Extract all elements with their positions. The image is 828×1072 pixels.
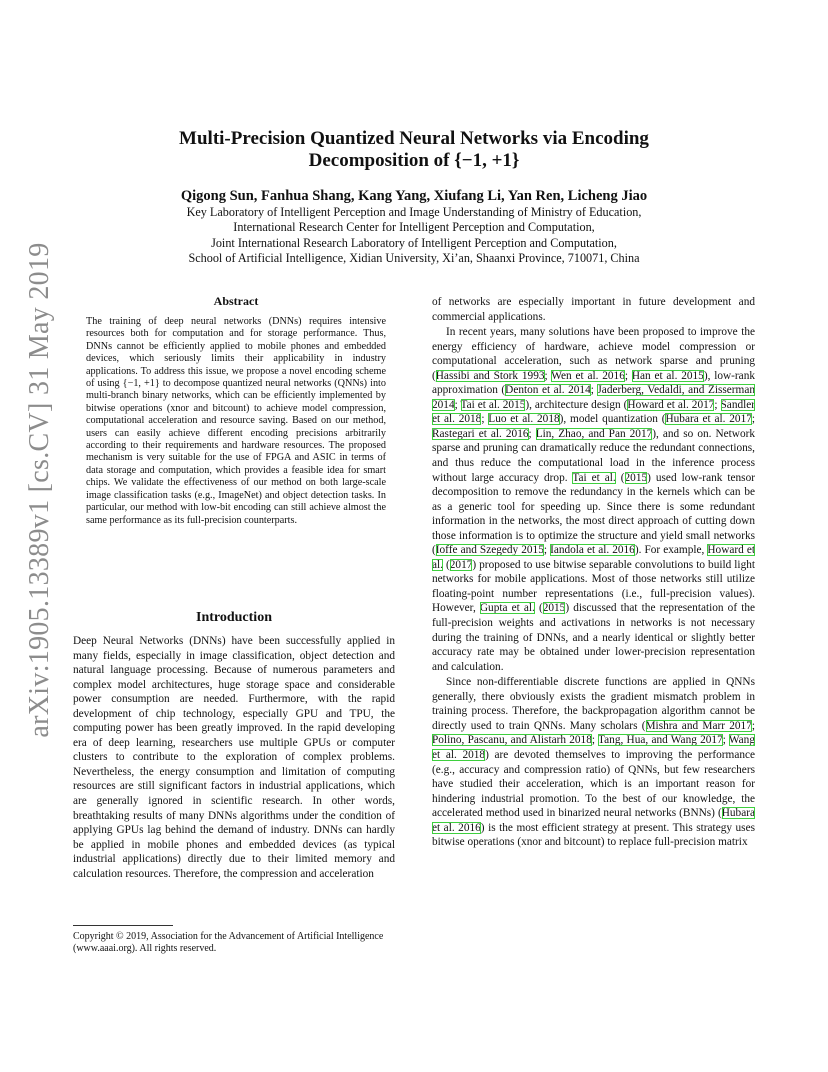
citation-link[interactable]: Polino, Pascanu, and Alistarh 2018 [432, 734, 592, 747]
abstract-body: The training of deep neural networks (DNNs) requires intensive resources both for computation and for storage performance. Thus, DNNs cannot be efficiently applied to mobile phones and embedded devices, which seriously limits their applicability in industry applications. To address this issue, we propose a novel encoding scheme of using {−1, +1} to decompose quantized neural networks (QNNs) into multi-branch binary networks, which can be efficiently implemented by bitwise operations (xnor and bitcount) to achieve model compression, computational acceleration and resource saving. Based on our method, users can easily achieve different encoding precisions arbitrarily according to their requirements and hardware resources. The proposed mechanism is very suitable for the use of FPGA and ASIC in terms of data storage and computation, which provides a feasible idea for smart chips. We validate the effectiveness of our method on both large-scale image classification tasks (e.g., ImageNet) and object detection tasks. In particular, our method with low-bit encoding can still achieve almost the same performance as its full-precision counterparts. [86, 316, 386, 526]
citation-link[interactable]: Denton et al. 2014 [505, 384, 591, 397]
citation-link[interactable]: Tai et al. [572, 471, 616, 484]
citation-link[interactable]: 2015 [624, 471, 648, 484]
citation-link[interactable]: Tai et al. 2015 [460, 398, 526, 411]
affiliations [0, 205, 828, 267]
citation-link[interactable]: Jaderberg, Vedaldi, and Zisserman 2014 [432, 384, 756, 411]
affiliation-line: International Research Center for Intelligent Perception and Computation, [233, 220, 595, 235]
citation-link[interactable]: Howard et al. [432, 544, 755, 571]
citation-link[interactable]: Wang et al. 2018 [432, 734, 755, 761]
citation-link[interactable]: Han et al. 2015 [631, 369, 704, 382]
citation-link[interactable]: Luo et al. 2018 [488, 413, 560, 426]
paper-title [0, 128, 828, 172]
introduction-heading: Introduction [196, 610, 272, 625]
affiliation-line: Joint International Research Laboratory of Intelligent Perception and Computation, [211, 235, 617, 250]
citation-link[interactable]: Rastegari et al. 2016 [432, 427, 529, 440]
abstract-section [86, 294, 386, 527]
citation-link[interactable]: Lin, Zhao, and Pan 2017 [535, 427, 653, 440]
citation-link[interactable]: Hubara et al. 2017 [665, 413, 752, 426]
right-paragraph-2: In recent years, many solutions have been proposed to improve the energy efficiency of hardware, achieve model compression or computational acceleration, such as network sparse and pruning (Hassibi and Stork 1993; Wen et al. 2016; Han et al. 2015), low-rank approximation (Denton et al. 2014; Jaderberg, Vedaldi, and Zisserman 2014; Tai et al. 2015), architecture design (Howard et al. 2017; Sandler et al. 2018; Luo et al. 2018), model quantization (Hubara et al. 2017; Rastegari et al. 2016; Lin, Zhao, and Pan 2017), and so on. Network sparse and pruning can dramatically reduce the redundant connections, and thus reduce the computational load in the inference process without large accuracy drop. Tai et al. (2015) used low-rank tensor decomposition to remove the redundancy in the kernels which can be as a generic tool for speeding up. Since there is some redundant information in the networks, the most direct approach of cutting down those information is to optimize the structure and yield small networks (Ioffe and Szegedy 2015; Iandola et al. 2016). For example, Howard et al. (2017) proposed to use bitwise separable convolutions to build light networks for mobile applications. Most of those networks still utilize floating-point number representations (i.e., full-precision values). However, Gupta et al. (2015) discussed that the representation of the full-precision weights and activations in networks is not necessary during the training of DNNs, and a nearly identical or slightly better accuracy rate may be obtained under lower-precision representation and calculation. [432, 326, 756, 673]
right-column [432, 295, 755, 850]
copyright-text: Copyright © 2019, Association for the Advancement of Artificial Intelligence (www.aaai.org). All rights reserved. [73, 931, 384, 955]
right-paragraph-3: Since non-differentiable discrete functions are applied in QNNs generally, there obviously exists the gradient mismatch problem in training process. Therefore, the backpropagation algorithm cannot be directly used to train QNNs. Many scholars (Mishra and Marr 2017; Polino, Pascanu, and Alistarh 2018; Tang, Hua, and Wang 2017; Wang et al. 2018) are devoted themselves to improving the performance (e.g., accuracy and compression ratio) of QNNs, but few researchers have studied their acceleration, which is an important reason for hindering industrial promotion. To the best of our knowledge, the accelerated method used in binarized neural networks (BNNs) (Hubara et al. 2016) is the most efficient strategy at present. This strategy uses bitwise operations (xnor and bitcount) to replace full-precision matrix [432, 676, 756, 849]
introduction-section [73, 610, 395, 881]
arxiv-identifier-stamp: arXiv:1905.13389v1 [cs.CV] 31 May 2019 [24, 242, 55, 738]
copyright-footnote [73, 925, 395, 956]
author-list: Qigong Sun, Fanhua Shang, Kang Yang, Xiufang Li, Yan Ren, Licheng Jiao [180, 188, 648, 204]
title-line-1: Multi-Precision Quantized Neural Networks via Encoding [179, 128, 649, 149]
citation-link[interactable]: Hubara et al. 2016 [432, 807, 755, 834]
affiliation-line: Key Laboratory of Intelligent Perception and Image Understanding of Ministry of Education, [186, 205, 642, 219]
right-paragraph-1: of networks are especially important in future development and commercial applications. [432, 296, 755, 323]
footnote-rule [73, 925, 173, 926]
affiliation-line: School of Artificial Intelligence, Xidian University, Xi’an, Shaanxi Province, 710071, China [188, 251, 640, 266]
title-line-2: Decomposition of {−1, +1} [308, 150, 520, 171]
citation-link[interactable]: Tang, Hua, and Wang 2017 [598, 734, 723, 747]
citation-link[interactable]: Iandola et al. 2016 [550, 544, 635, 557]
citation-link[interactable]: Gupta et al. [479, 602, 535, 615]
citation-link[interactable]: Hassibi and Stork 1993 [435, 369, 545, 382]
introduction-paragraph: Deep Neural Networks (DNNs) have been successfully applied in many fields, especially in image classification, object detection and natural language processing. Because of numerous parameters and complex model architectures, huge storage space and considerable power consumption are needed. Furthermore, with the rapid development of chip technology, especially GPU and TPU, the computing power has been greatly improved. In the rapid developing era of deep learning, researchers use multiple GPUs or computer clusters to contribute to the exploration of complex problems. Nevertheless, the energy consumption and limitation of computing resources are still significant factors in industrial applications, which are generally ignored in scientific research. In other words, breathtaking results of many DNNs algorithms under the condition of applying GPUs lag behind the demand of industry. DNNs can hardly be applied in mobile phones and embedded devices (as typical industrial applications) directly due to their limited memory and calculation resources. Therefore, the compression and acceleration [73, 635, 395, 880]
citation-link[interactable]: 2015 [542, 602, 566, 615]
citation-link[interactable]: 2017 [449, 558, 473, 571]
citation-link[interactable]: Ioffe and Szegedy 2015 [435, 544, 544, 557]
citation-link[interactable]: Mishra and Marr 2017 [645, 719, 752, 732]
abstract-heading: Abstract [213, 294, 259, 308]
citation-link[interactable]: Wen et al. 2016 [551, 369, 625, 382]
citation-link[interactable]: Sandler et al. 2018 [432, 398, 756, 426]
citation-link[interactable]: Howard et al. 2017 [627, 398, 715, 411]
